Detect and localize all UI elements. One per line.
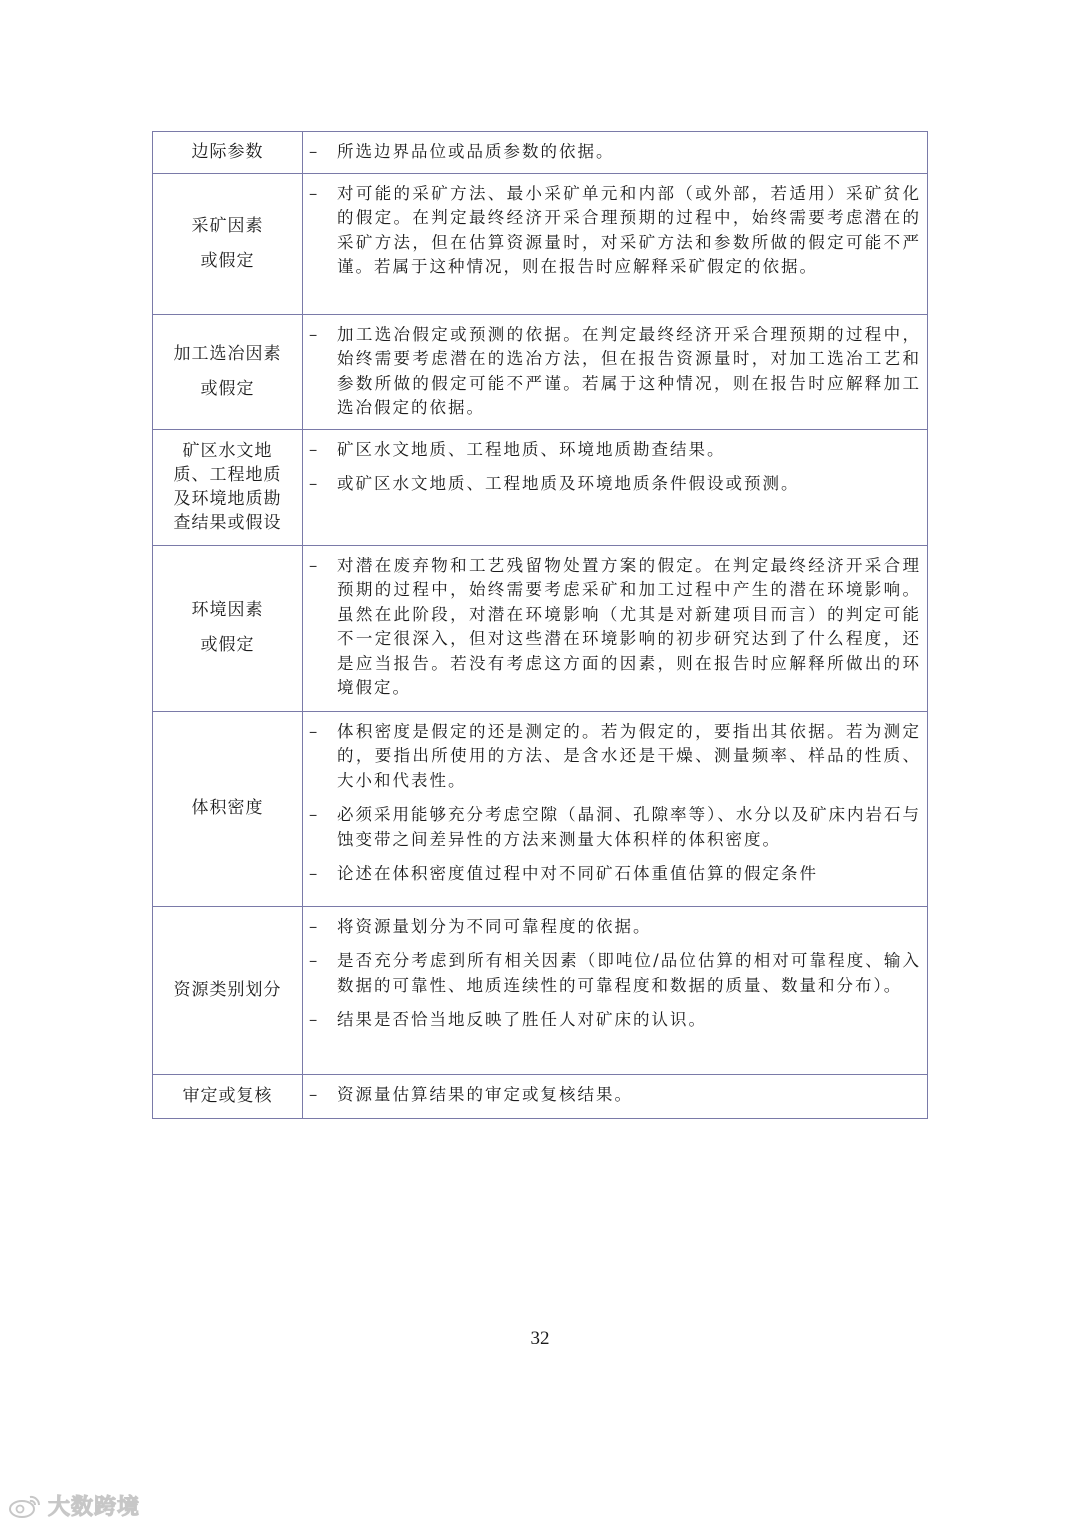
item-text: 所选边界品位或品质参数的依据。 (337, 142, 615, 161)
table-row (153, 1074, 928, 1118)
dash-bullet: – (309, 864, 320, 883)
row-label-line: 或假定 (200, 250, 255, 271)
watermark-text: 大数跨境 (48, 1495, 141, 1520)
list-item (309, 438, 921, 463)
table-row (153, 429, 928, 545)
row-content (303, 906, 928, 1074)
list-item (309, 1008, 921, 1033)
row-content (303, 314, 928, 429)
dash-bullet: – (309, 721, 320, 741)
item-text: 结果是否恰当地反映了胜任人对矿床的认识。 (337, 1010, 707, 1029)
list-item (309, 915, 921, 940)
row-label-line: 体积密度 (191, 798, 264, 818)
list-item (309, 1083, 921, 1108)
row-label-line: 资源类别划分 (173, 979, 282, 1000)
list-item (309, 472, 921, 497)
table-row (153, 545, 928, 711)
row-content (303, 132, 928, 174)
row-label (153, 545, 303, 711)
row-content (303, 711, 928, 906)
item-text: 对可能的采矿方法、最小采矿单元和内部（或外部，若适用）采矿贫化的假定。在判定最终经济开采合理预期的过程中，始终需要考虑潜在的采矿方法，但在估算资源量时，对采矿方法和参数所做的假定可能不严谨。若属于这种情况，则在报告时应解释采矿假定的依据。 (337, 183, 921, 276)
row-content (303, 173, 928, 314)
dash-bullet: – (309, 1084, 320, 1104)
watermark (8, 1490, 140, 1521)
table-row (153, 173, 928, 314)
item-text: 对潜在废弃物和工艺残留物处置方案的假定。在判定最终经济开采合理预期的过程中，始终需要考虑采矿和加工过程中产生的潜在环境影响。虽然在此阶段，对潜在环境影响（尤其是对新建项目而言）的判定可能不一定很深入，但对这些潜在环境影响的初步研究达到了什么程度，还是应当报告。若没有考虑这方面的因素，则在报告时应解释所做出的环境假定。 (337, 555, 921, 697)
list-item (309, 949, 921, 998)
row-label (153, 429, 303, 545)
item-text: 加工选冶假定或预测的依据。在判定最终经济开采合理预期的过程中，始终需要考虑潜在的选冶方法，但在报告资源量时，对加工选冶工艺和参数所做的假定可能不严谨。若属于这种情况，则在报告时应解释加工选冶假定的依据。 (337, 324, 921, 417)
row-label-line: 或假定 (200, 635, 255, 655)
page-number: 32 (530, 1328, 550, 1349)
list-item (309, 803, 921, 852)
row-label-line: 或假定 (200, 378, 255, 399)
row-label-line: 质、工程地质 (173, 465, 282, 485)
item-text: 资源量估算结果的审定或复核结果。 (337, 1084, 633, 1104)
row-label (153, 314, 303, 429)
list-item (309, 323, 921, 421)
list-item (309, 554, 921, 701)
row-label (153, 906, 303, 1074)
dash-bullet: – (309, 1010, 320, 1029)
item-text: 体积密度是假定的还是测定的。若为假定的，要指出其依据。若为测定的，要指出所使用的方法、是含水还是干燥、测量频率、样品的性质、大小和代表性。 (337, 721, 921, 790)
dash-bullet: – (309, 439, 320, 459)
dash-bullet: – (309, 916, 320, 936)
row-label (153, 711, 303, 906)
table-row (153, 132, 928, 174)
row-label-line: 边际参数 (191, 141, 264, 162)
resource-estimation-criteria-table (152, 131, 928, 1119)
row-label (153, 1074, 303, 1118)
dash-bullet: – (309, 474, 320, 493)
item-text: 矿区水文地质、工程地质、环境地质勘查结果。 (337, 439, 726, 459)
dash-bullet: – (309, 183, 320, 203)
item-text: 将资源量划分为不同可靠程度的依据。 (337, 916, 652, 936)
list-item (309, 182, 921, 280)
row-label (153, 173, 303, 314)
row-label-line: 矿区水文地 (182, 441, 273, 461)
row-label-line: 及环境地质勘 (173, 489, 282, 509)
row-label-line: 环境因素 (191, 600, 264, 620)
list-item (309, 140, 921, 165)
dash-bullet: – (309, 142, 320, 161)
weibo-logo-icon (8, 1493, 42, 1519)
row-label-line: 采矿因素 (191, 215, 264, 236)
row-content (303, 1074, 928, 1118)
row-label-line: 加工选冶因素 (173, 343, 282, 364)
item-text: 论述在体积密度值过程中对不同矿石体重值估算的假定条件 (337, 864, 818, 883)
row-content (303, 429, 928, 545)
item-text: 是否充分考虑到所有相关因素（即吨位/品位估算的相对可靠程度、输入数据的可靠性、地质连续性的可靠程度和数据的质量、数量和分布）。 (337, 951, 921, 995)
row-label-line: 查结果或假设 (173, 513, 282, 533)
table-row (153, 906, 928, 1074)
dash-bullet: – (309, 555, 320, 575)
row-label-line: 审定或复核 (182, 1085, 273, 1106)
item-text: 必须采用能够充分考虑空隙（晶洞、孔隙率等）、水分以及矿床内岩石与蚀变带之间差异性的方法来测量大体积样的体积密度。 (337, 805, 921, 849)
item-text: 或矿区水文地质、工程地质及环境地质条件假设或预测。 (337, 474, 800, 493)
row-content (303, 545, 928, 711)
dash-bullet: – (309, 951, 320, 970)
row-label (153, 132, 303, 174)
table-row (153, 314, 928, 429)
list-item (309, 862, 921, 887)
table-row (153, 711, 928, 906)
dash-bullet: – (309, 805, 320, 824)
list-item (309, 720, 921, 794)
dash-bullet: – (309, 324, 320, 344)
